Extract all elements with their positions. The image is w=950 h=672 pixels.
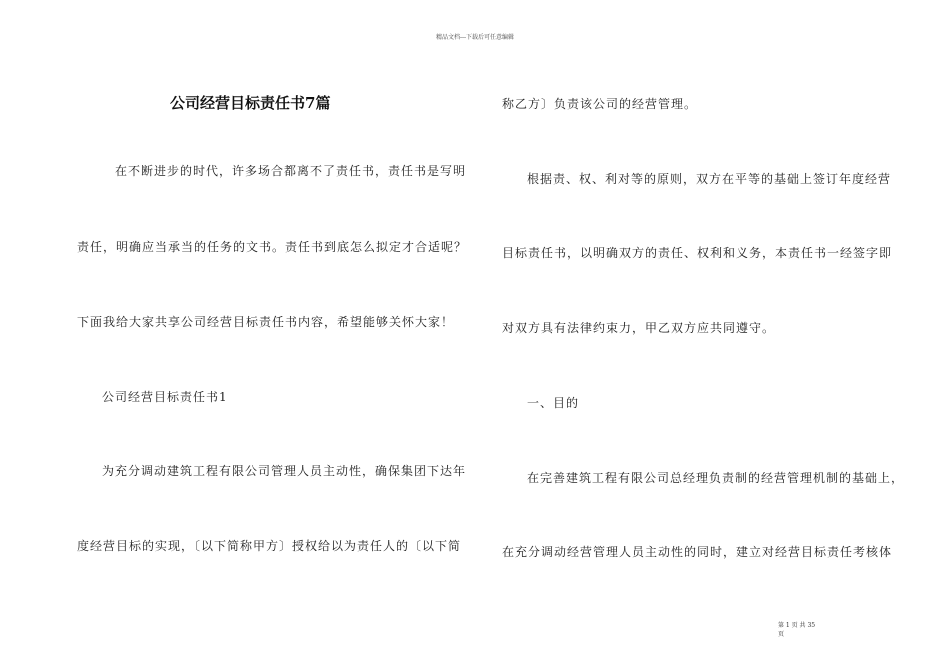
section-heading: 公司经营目标责任书1: [102, 390, 228, 404]
paragraph-line: 根据责、权、利对等的原则，双方在平等的基础上签订年度经营: [527, 172, 892, 186]
page-header: 精品文档---下载后可任意编辑: [435, 34, 515, 41]
paragraph-line: 下面我给大家共享公司经营目标责任书内容，希望能够关怀大家！: [77, 315, 455, 329]
paragraph-line: 为充分调动建筑工程有限公司管理人员主动性，确保集团下达年: [102, 464, 467, 478]
page-number-line: 第 1 页 共 35: [778, 622, 816, 629]
paragraph-line: 在充分调动经营管理人员主动性的同时，建立对经营目标责任考核体: [502, 545, 893, 559]
paragraph-line: 在完善建筑工程有限公司总经理负责制的经营管理机制的基础上，: [527, 471, 905, 485]
paragraph-line: 在不断进步的时代，许多场合都离不了责任书，责任书是写明: [115, 164, 467, 178]
section-heading: 一、目的: [527, 396, 580, 410]
paragraph-line: 目标责任书，以明确双方的责任、权利和义务，本责任书一经签字即: [502, 246, 893, 260]
paragraph-line: 度经营目标的实现，〔以下简称甲方〕授权给以为责任人的〔以下简: [77, 539, 462, 553]
page-number: [778, 621, 838, 639]
page-number-line: 页: [778, 631, 785, 638]
document-title: 公司经营目标责任书7篇: [170, 94, 331, 112]
paragraph-line: 对双方具有法律约束力，甲乙双方应共同遵守。: [502, 321, 776, 335]
paragraph-line: 责任，明确应当承当的任务的文书。责任书到底怎么拟定才合适呢？: [77, 240, 468, 254]
paragraph-line: 称乙方〕负责该公司的经营管理。: [502, 97, 698, 111]
